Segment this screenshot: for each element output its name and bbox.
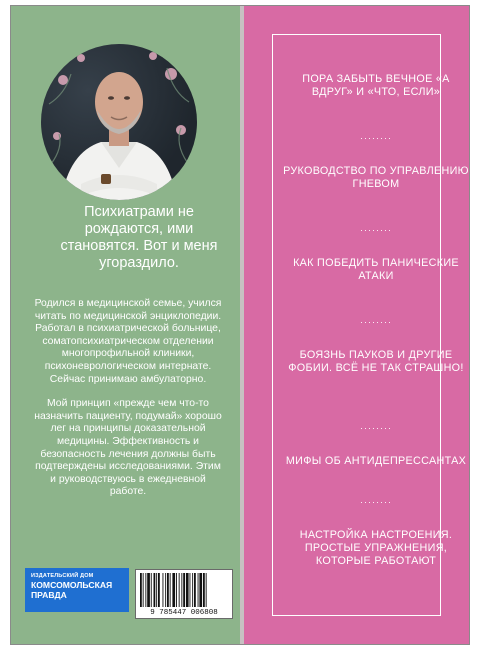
publisher-line-2: КОМСОМОЛЬСКАЯ xyxy=(31,580,113,590)
divider-dots: ········ xyxy=(360,317,392,327)
barcode-bar xyxy=(190,573,191,607)
publisher-line-1: ИЗДАТЕЛЬСКИЙ ДОМ xyxy=(31,573,94,579)
barcode-bar xyxy=(198,573,199,607)
left-panel xyxy=(11,6,240,644)
barcode-bar xyxy=(206,573,207,607)
barcode-bar xyxy=(192,573,193,607)
bio-paragraph: Мой принцип «прежде чем что-то назначить пациенту, подумай» хорошо лег на принципы доказательной медицины. Эффективность и безопасность лечения должны быть подтверждены исследованиями. Этим и руководствуюсь в ежедневной работе. xyxy=(34,398,222,498)
author-portrait-image xyxy=(41,44,197,200)
barcode-bar xyxy=(203,573,205,607)
topic-5: МИФЫ ОБ АНТИДЕПРЕССАНТАХ xyxy=(285,455,467,467)
right-panel xyxy=(244,6,469,644)
topic-4: БОЯЗНЬ ПАУКОВ И ДРУГИЕ ФОБИИ. ВСЁ НЕ ТАК СТРАШНО! xyxy=(288,349,464,374)
barcode-bar xyxy=(179,573,180,607)
barcode-bar xyxy=(165,573,166,607)
barcode-bar xyxy=(172,573,175,607)
publisher-line-3: ПРАВДА xyxy=(31,590,67,600)
divider-dots: ········ xyxy=(360,497,392,507)
barcode-bar xyxy=(181,573,182,607)
barcode-bar xyxy=(163,573,164,607)
author-bio xyxy=(33,298,223,511)
divider-dots: ········ xyxy=(360,225,392,235)
isbn-barcode xyxy=(135,569,233,619)
topic-6: НАСТРОЙКА НАСТРОЕНИЯ. ПРОСТЫЕ УПРАЖНЕНИЯ, КОТОРЫЕ РАБОТАЮТ xyxy=(299,529,453,567)
barcode-bar xyxy=(151,573,152,607)
barcode-bar xyxy=(140,573,142,607)
author-photo xyxy=(41,44,197,200)
barcode-bars xyxy=(140,573,228,607)
publisher-logo xyxy=(25,568,129,612)
barcode-bar xyxy=(156,573,157,607)
topic-2: РУКОВОДСТВО ПО УПРАВЛЕНИЮ ГНЕВОМ xyxy=(283,165,469,190)
barcode-bar xyxy=(158,573,160,607)
inner-frame xyxy=(272,34,469,616)
barcode-bar xyxy=(147,573,150,607)
book-back-cover xyxy=(10,5,470,645)
barcode-bar xyxy=(143,573,144,607)
barcode-bar xyxy=(183,573,185,607)
barcode-bar xyxy=(167,573,169,607)
barcode-bar xyxy=(145,573,146,607)
topic-1: ПОРА ЗАБЫТЬ ВЕЧНОЕ «А ВДРУГ» И «ЧТО, ЕСЛИ» xyxy=(302,73,450,98)
barcode-bar xyxy=(170,573,171,607)
topic-3: КАК ПОБЕДИТЬ ПАНИЧЕСКИЕ АТАКИ xyxy=(293,257,459,282)
bio-paragraph: Родился в медицинской семье, учился читать по медицинской энциклопедии. Работал в психиатрической больнице, соматопсихиатрическом отделении многопрофильной клиники, психоневрологическом интернате. Сейчас принимаю амбулаторно. xyxy=(34,298,222,385)
barcode-bar xyxy=(154,573,156,607)
barcode-bar xyxy=(176,573,177,607)
barcode-number: 9 785447 006808 xyxy=(150,609,218,617)
divider-dots: ········ xyxy=(360,423,392,433)
barcode-bar xyxy=(194,573,196,607)
barcode-bar xyxy=(186,573,189,607)
divider-dots: ········ xyxy=(360,133,392,143)
author-quote: Психиатрами не рождаются, ими становятся. Вот и меня угораздило. xyxy=(60,204,218,271)
barcode-bar xyxy=(199,573,202,607)
